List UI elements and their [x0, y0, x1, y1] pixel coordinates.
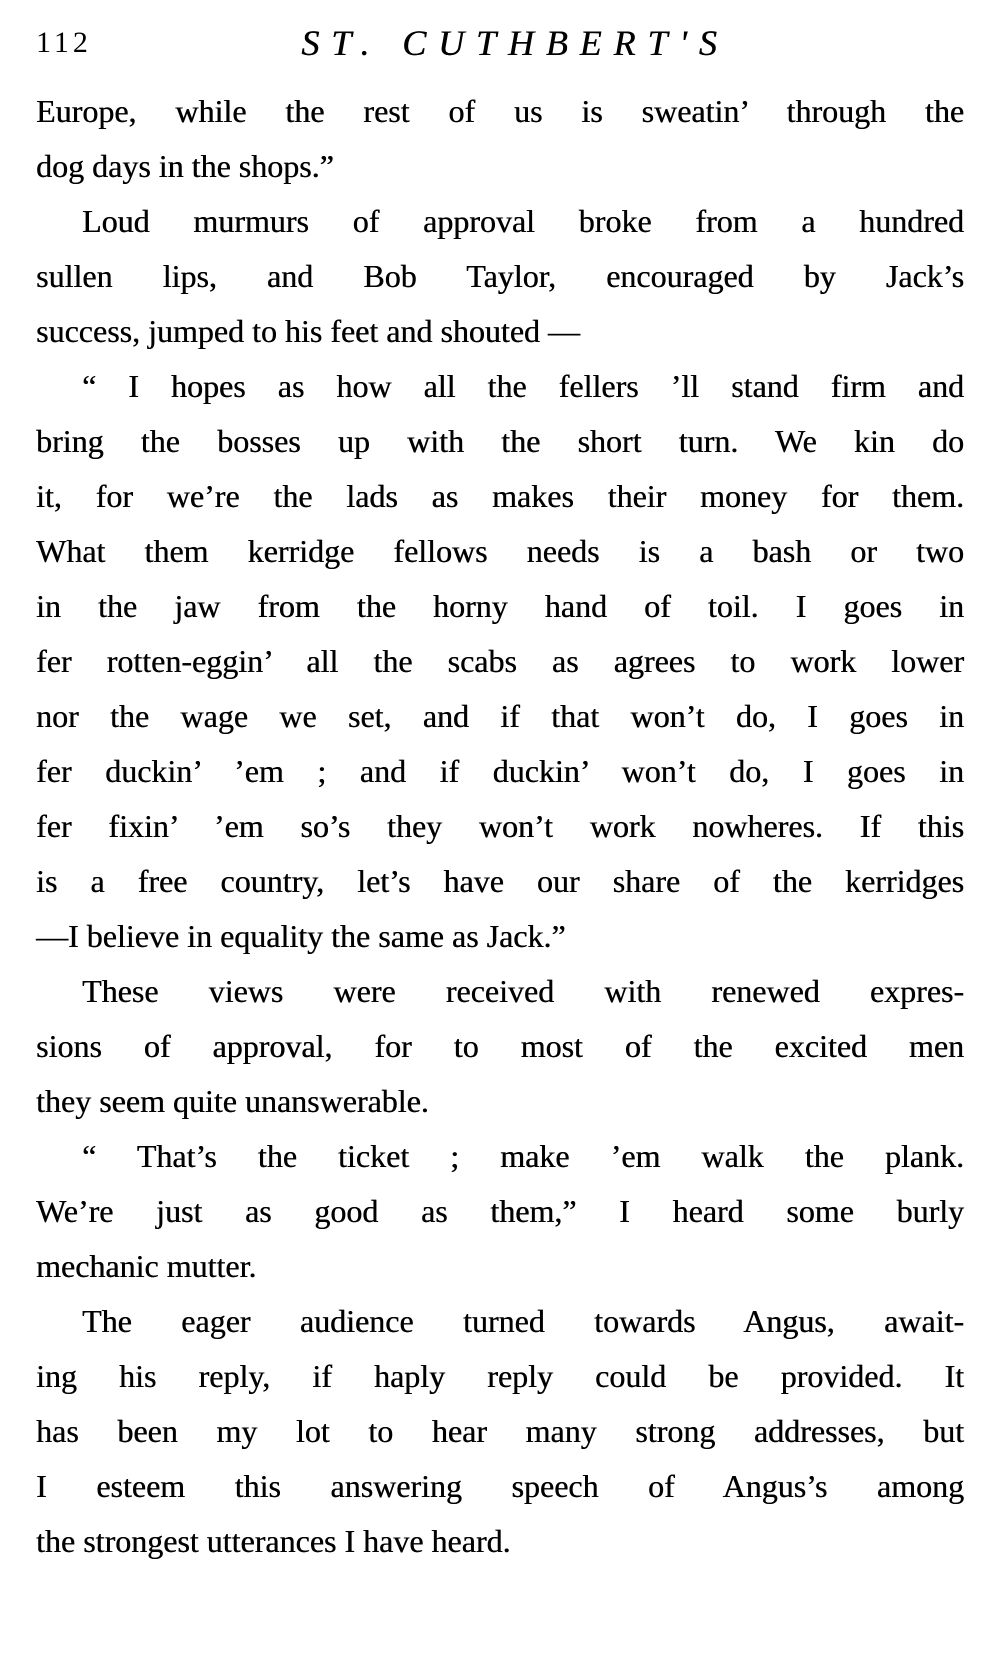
paragraph [36, 964, 964, 1129]
paragraph [36, 359, 964, 964]
text-line: I esteem this answering speech of Angus’s among [36, 1468, 964, 1504]
text-line: Loud murmurs of approval broke from a hundred [82, 203, 964, 239]
text-line: dog days in the shops.” [36, 148, 334, 184]
text-line: —I believe in equality the same as Jack.” [36, 918, 566, 954]
text-line: fer duckin’ ’em ; and if duckin’ won’t do, I goes in [36, 753, 964, 789]
text-line: These views were received with renewed expres- [82, 973, 964, 1009]
paragraph [36, 194, 964, 359]
text-line: What them kerridge fellows needs is a bash or two [36, 533, 964, 569]
text-line: Europe, while the rest of us is sweatin’ through the [36, 93, 964, 129]
text-line: is a free country, let’s have our share of the kerridges [36, 863, 964, 899]
text-line: sullen lips, and Bob Taylor, encouraged by Jack’s [36, 258, 964, 294]
paragraph [36, 84, 964, 194]
text-line: bring the bosses up with the short turn. We kin do [36, 423, 964, 459]
text-line: ing his reply, if haply reply could be provided. It [36, 1358, 964, 1394]
text-line: it, for we’re the lads as makes their money for them. [36, 478, 964, 514]
text-line: success, jumped to his feet and shouted — [36, 313, 580, 349]
text-line: they seem quite unanswerable. [36, 1083, 429, 1119]
paragraph [36, 1129, 964, 1294]
paragraph [36, 1294, 964, 1569]
text-line: The eager audience turned towards Angus, await- [82, 1303, 964, 1339]
text-line: fer rotten-eggin’ all the scabs as agrees to work lower [36, 643, 964, 679]
text-line: nor the wage we set, and if that won’t do, I goes in [36, 698, 964, 734]
text-line: the strongest utterances I have heard. [36, 1523, 511, 1559]
text-line: fer fixin’ ’em so’s they won’t work nowheres. If this [36, 808, 964, 844]
page-number: 112 [36, 26, 92, 59]
running-title: ST. CUTHBERT'S [301, 23, 729, 63]
text-line: in the jaw from the horny hand of toil. I goes in [36, 588, 964, 624]
text-line: has been my lot to hear many strong addresses, but [36, 1413, 964, 1449]
text-line: sions of approval, for to most of the excited men [36, 1028, 964, 1064]
text-line: We’re just as good as them,” I heard some burly [36, 1193, 964, 1229]
page-body [0, 70, 1000, 1569]
text-line: mechanic mutter. [36, 1248, 257, 1284]
page-header [0, 0, 1000, 70]
text-line: “ That’s the ticket ; make ’em walk the plank. [82, 1138, 964, 1174]
text-line: “ I hopes as how all the fellers ’ll stand firm and [82, 368, 964, 404]
